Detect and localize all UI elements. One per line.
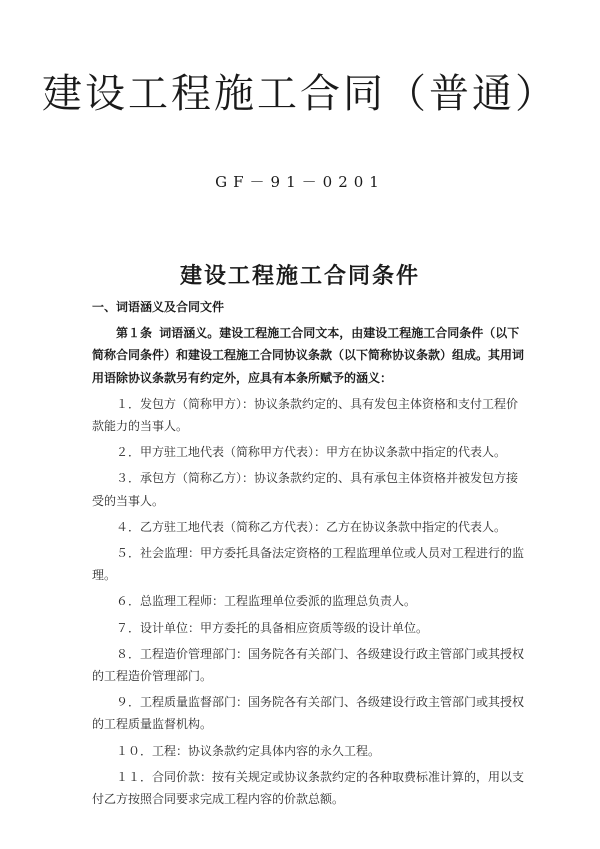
document-code: GF－91－0201: [215, 173, 385, 191]
definition-item: ５．社会监理：甲方委托具备法定资格的工程监理单位或人员对工程进行的监理。: [92, 546, 525, 583]
definition-item: １０．工程：协议条款约定具体内容的永久工程。: [116, 743, 381, 758]
definition-item: ２．甲方驻工地代表（简称甲方代表）：甲方在协议条款中指定的代表人。: [116, 445, 507, 460]
definition-item: ８．工程造价管理部门：国务院各有关部门、各级建设行政主管部门或其授权的工程造价管理部门。: [92, 646, 525, 684]
definition-item: ６．总监理工程师：工程监理单位委派的监理总负责人。: [116, 594, 417, 609]
definition-item: １．发包方（简称甲方）：协议条款约定的、具有发包主体资格和支付工程价款能力的当事人。: [92, 396, 519, 434]
definition-item: １１．合同价款：按有关规定或协议条款约定的各种取费标准计算的，用以支付乙方按照合同要求完成工程内容的价款总额。: [92, 769, 525, 807]
section-heading: 一、词语涵义及合同文件: [92, 300, 225, 314]
article-number: 第１条: [116, 326, 153, 341]
definition-item: ７．设计单位：甲方委托的具备相应资质等级的设计单位。: [116, 620, 429, 635]
article-name: 词语涵义。: [159, 326, 220, 341]
document-subtitle: 建设工程施工合同条件: [179, 263, 420, 290]
definition-item: ３．承包方（简称乙方）：协议条款约定的、具有承包主体资格并被发包方接受的当事人。: [92, 471, 519, 508]
definition-item: ４．乙方驻工地代表（简称乙方代表）：乙方在协议条款中指定的代表人。: [116, 519, 507, 534]
document-body: [92, 296, 524, 814]
definition-item: ９．工程质量监督部门：国务院各有关部门、各级建设行政主管部门或其授权的工程质量监督机构。: [92, 695, 525, 732]
article-text: 建设工程施工合同文本，由建设工程施工合同条件（以下简称合同条件）和建设工程施工合同协议条款（以下简称协议条款）组成。其用词用语除协议条款另有约定外，应具有本条所赋予的涵义：: [92, 326, 525, 385]
article-1: [92, 322, 524, 389]
document-title: 建设工程施工合同（普通）: [42, 71, 558, 117]
